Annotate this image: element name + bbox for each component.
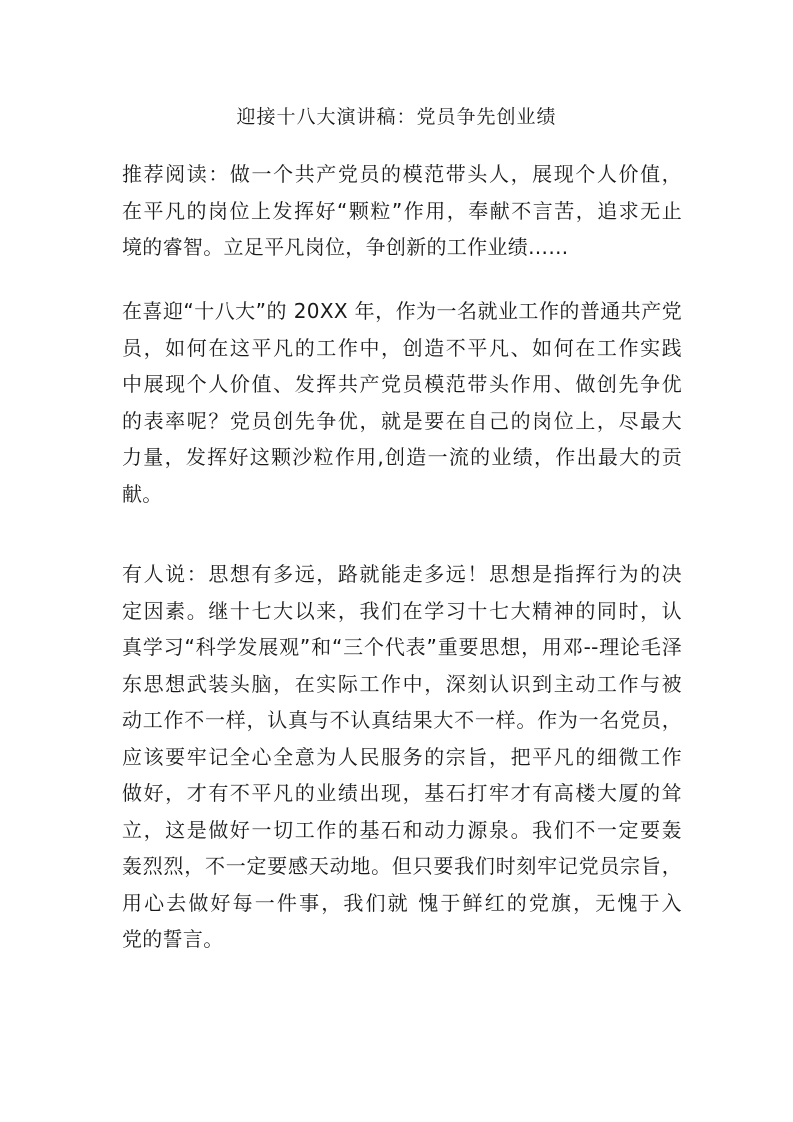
text-line: 轰烈烈，不一定要感天动地。但只要我们时刻牢记党员宗旨， xyxy=(122,854,682,878)
text-line: 在平凡的岗位上发挥好“颗粒”作用，奉献不言苦，追求无止 xyxy=(122,198,682,223)
paragraph-recommended-reading xyxy=(122,156,682,266)
text-line: 推荐阅读：做一个共产党员的模范带头人，展现个人价值， xyxy=(122,162,682,186)
text-line: 献。 xyxy=(122,481,163,506)
text-line: 有人说：思想有多远，路就能走多远！思想是指挥行为的决 xyxy=(122,562,682,586)
text-line: 立，这是做好一切工作的基石和动力源泉。我们不一定要轰 xyxy=(122,817,682,842)
text-line: 东思想武装头脑，在实际工作中，深刻认识到主动工作与被 xyxy=(122,671,682,696)
text-line: 定因素。继十七大以来，我们在学习十七大精神的同时，认 xyxy=(122,598,682,623)
text-line: 境的睿智。立足平凡岗位，争创新的工作业绩…… xyxy=(122,235,569,259)
text-line: 力量，发挥好这颗沙粒作用,创造一流的业绩，作出最大的贡 xyxy=(122,445,682,469)
text-line: 真学习“科学发展观”和“三个代表”重要思想，用邓--理论毛泽 xyxy=(122,635,682,659)
text-line: 做好，才有不平凡的业绩出现，基石打牢才有高楼大厦的耸 xyxy=(122,781,682,805)
paragraph-intro xyxy=(122,293,682,512)
text-line: 动工作不一样，认真与不认真结果大不一样。作为一名党员， xyxy=(122,708,682,732)
text-line: 中展现个人价值、发挥共产党员模范带头作用、做创先争优 xyxy=(122,372,682,396)
text-line: 员，如何在这平凡的工作中，创造不平凡、如何在工作实践 xyxy=(122,335,682,360)
text-line: 用心去做好每一件事，我们就 愧于鲜红的党旗，无愧于入 xyxy=(122,890,682,915)
paragraph-thoughts xyxy=(122,556,682,958)
text-line: 应该要牢记全心全意为人民服务的宗旨，把平凡的细微工作 xyxy=(122,744,682,769)
text-line: 在喜迎“十八大”的 20XX 年，作为一名就业工作的普通共产党 xyxy=(122,299,682,323)
document-title: 迎接十八大演讲稿：党员争先创业绩 xyxy=(236,106,557,128)
text-line: 的表率呢？党员创先争优，就是要在自己的岗位上，尽最大 xyxy=(122,408,682,433)
text-line: 党的誓言。 xyxy=(122,927,224,951)
